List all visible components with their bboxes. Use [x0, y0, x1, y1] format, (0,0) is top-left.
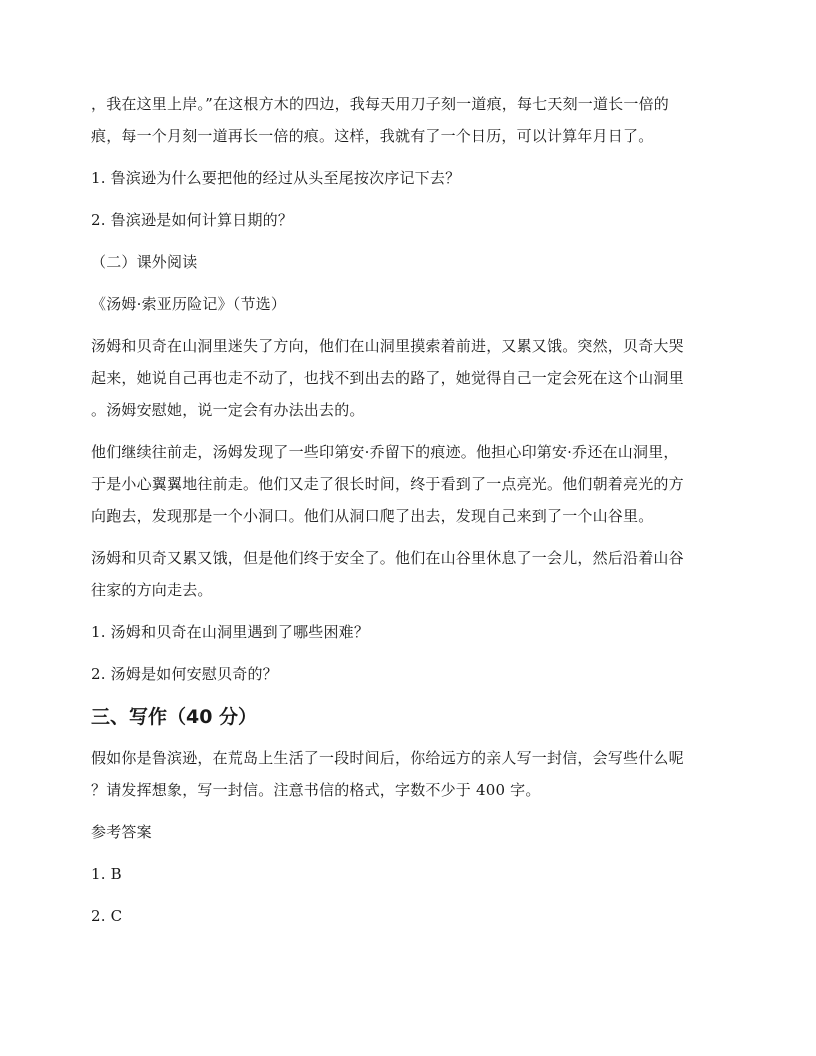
- passage-line: 。汤姆安慰她，说一定会有办法出去的。: [91, 401, 365, 419]
- question-item: 2. 汤姆是如何安慰贝奇的？: [91, 665, 278, 683]
- passage-paragraph: [91, 542, 727, 606]
- writing-prompt: [91, 742, 727, 806]
- passage-line: 痕，每一个月刻一道再长一倍的痕。这样，我就有了一个日历，可以计算年月日了。: [91, 127, 654, 145]
- document-page: [91, 88, 727, 932]
- answer-item: 2. C: [91, 907, 123, 925]
- passage-line: 于是小心翼翼地往前走。他们又走了很长时间，终于看到了一点亮光。他们朝着亮光的方: [91, 475, 684, 493]
- passage-line: 汤姆和贝奇在山洞里迷失了方向，他们在山洞里摸索着前进，又累又饿。突然，贝奇大哭: [91, 337, 684, 355]
- answer-item: 1. B: [91, 865, 122, 883]
- passage-line: 他们继续往前走，汤姆发现了一些印第安·乔留下的痕迹。他担心印第安·乔还在山洞里，: [91, 443, 679, 461]
- passage-line: 往家的方向走去。: [91, 581, 213, 599]
- passage-line: ，我在这里上岸。”在这根方木的四边，我每天用刀子刻一道痕，每七天刻一道长一倍的: [91, 95, 669, 113]
- question-item: 1. 鲁滨逊为什么要把他的经过从头至尾按次序记下去？: [91, 169, 461, 187]
- prompt-line: 假如你是鲁滨逊，在荒岛上生活了一段时间后，你给远方的亲人写一封信，会写些什么呢: [91, 749, 684, 767]
- passage-line: 汤姆和贝奇又累又饿，但是他们终于安全了。他们在山谷里休息了一会儿，然后沿着山谷: [91, 549, 684, 567]
- passage-title: 《汤姆·索亚历险记》（节选）: [91, 295, 287, 313]
- section-heading: 三、写作（40 分）: [91, 706, 258, 728]
- passage-paragraph: [91, 330, 727, 426]
- passage-line: 起来，她说自己再也走不动了，也找不到出去的路了，她觉得自己一定会死在这个山洞里: [91, 369, 684, 387]
- question-item: 2. 鲁滨逊是如何计算日期的？: [91, 211, 294, 229]
- section-subheading: （二）课外阅读: [91, 253, 198, 271]
- passage-paragraph: [91, 88, 727, 152]
- passage-line: 向跑去，发现那是一个小洞口。他们从洞口爬了出去，发现自己来到了一个山谷里。: [91, 507, 654, 525]
- answers-heading: 参考答案: [91, 823, 152, 841]
- passage-paragraph: [91, 436, 727, 532]
- prompt-line: ？请发挥想象，写一封信。注意书信的格式，字数不少于 400 字。: [91, 781, 541, 799]
- question-item: 1. 汤姆和贝奇在山洞里遇到了哪些困难？: [91, 623, 370, 641]
